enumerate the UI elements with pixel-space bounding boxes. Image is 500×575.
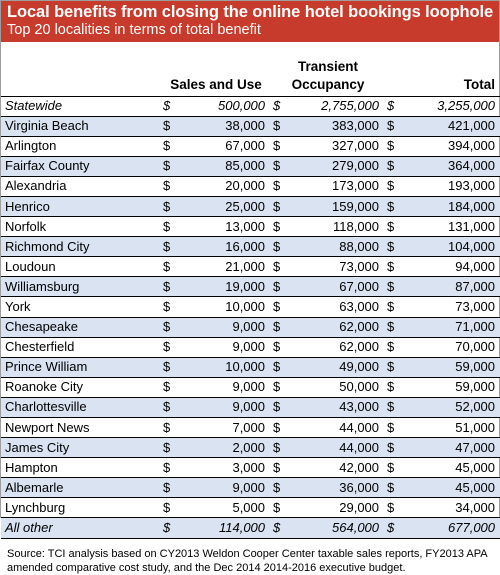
header-locality: [1, 42, 161, 96]
currency-symbol: $: [163, 459, 171, 475]
total-cell: 677,000: [448, 520, 496, 536]
currency-symbol: $: [163, 439, 171, 455]
transient-occupancy-cell: 36,000: [339, 479, 380, 495]
currency-symbol: $: [163, 138, 171, 154]
table-row: [1, 317, 500, 337]
currency-symbol: $: [273, 479, 281, 495]
total-cell: 51,000: [455, 419, 496, 435]
transient-occupancy-cell: 2,755,000: [321, 98, 380, 114]
transient-occupancy-cell: 88,000: [339, 238, 380, 254]
header-transient-line1: Transient: [298, 58, 359, 74]
locality-cell: James City: [5, 439, 70, 455]
currency-symbol: $: [387, 459, 395, 475]
sales-and-use-cell: 3,000: [232, 459, 266, 475]
sales-and-use-cell: 9,000: [232, 319, 266, 335]
currency-symbol: $: [387, 379, 395, 395]
sales-and-use-cell: 114,000: [218, 520, 266, 536]
sales-and-use-cell: 38,000: [225, 118, 266, 134]
currency-symbol: $: [163, 98, 171, 114]
sales-and-use-cell: 9,000: [232, 399, 266, 415]
locality-cell: Newport News: [5, 419, 90, 435]
locality-cell: Williamsburg: [5, 278, 80, 294]
table-row: [1, 257, 500, 277]
header-transient-occupancy: [271, 42, 385, 96]
currency-symbol: $: [273, 178, 281, 194]
currency-symbol: $: [163, 178, 171, 194]
currency-symbol: $: [273, 399, 281, 415]
table-row: [1, 277, 500, 297]
total-cell: 184,000: [448, 198, 496, 214]
transient-occupancy-cell: 327,000: [332, 138, 380, 154]
locality-cell: Fairfax County: [5, 158, 90, 174]
transient-occupancy-cell: 62,000: [339, 339, 380, 355]
table-row: [1, 518, 500, 538]
transient-occupancy-cell: 44,000: [339, 439, 380, 455]
transient-occupancy-cell: 50,000: [339, 379, 380, 395]
page-subtitle: Top 20 localities in terms of total benefit: [7, 22, 261, 38]
currency-symbol: $: [163, 198, 171, 214]
locality-cell: Chesapeake: [5, 319, 78, 335]
locality-cell: York: [5, 298, 31, 314]
locality-cell: Virginia Beach: [5, 118, 89, 134]
currency-symbol: $: [387, 439, 395, 455]
currency-symbol: $: [387, 258, 395, 274]
transient-occupancy-cell: 159,000: [332, 198, 380, 214]
currency-symbol: $: [163, 520, 171, 536]
locality-cell: Charlottesville: [5, 399, 87, 415]
currency-symbol: $: [163, 258, 171, 274]
header-sales-and-use: Sales and Use: [170, 76, 262, 92]
benefits-table: [1, 42, 500, 539]
currency-symbol: $: [387, 298, 395, 314]
table-row: [1, 96, 500, 116]
currency-symbol: $: [273, 98, 281, 114]
page-title: Local benefits from closing the online hotel bookings loophole: [7, 3, 494, 21]
table-row: [1, 176, 500, 196]
transient-occupancy-cell: 42,000: [339, 459, 380, 475]
currency-symbol: $: [387, 319, 395, 335]
sales-and-use-cell: 67,000: [225, 138, 266, 154]
total-cell: 34,000: [455, 499, 496, 515]
sales-and-use-cell: 7,000: [232, 419, 266, 435]
currency-symbol: $: [273, 359, 281, 375]
total-cell: 87,000: [455, 278, 496, 294]
sales-and-use-cell: 9,000: [232, 479, 266, 495]
currency-symbol: $: [273, 118, 281, 134]
locality-cell: Arlington: [5, 138, 57, 154]
table-row: [1, 136, 500, 156]
currency-symbol: $: [273, 419, 281, 435]
currency-symbol: $: [163, 278, 171, 294]
currency-symbol: $: [273, 319, 281, 335]
currency-symbol: $: [387, 178, 395, 194]
sales-and-use-cell: 10,000: [225, 298, 266, 314]
currency-symbol: $: [387, 359, 395, 375]
sales-and-use-cell: 5,000: [232, 499, 266, 515]
currency-symbol: $: [273, 198, 281, 214]
table-row: [1, 357, 500, 377]
table-row: [1, 458, 500, 478]
total-cell: 73,000: [455, 298, 496, 314]
locality-cell: Hampton: [5, 459, 58, 475]
locality-cell: Prince William: [5, 359, 88, 375]
title-banner: [1, 1, 499, 42]
total-cell: 59,000: [455, 359, 496, 375]
transient-occupancy-cell: 279,000: [332, 158, 380, 174]
table-row: [1, 397, 500, 417]
currency-symbol: $: [273, 439, 281, 455]
locality-cell: Chesterfield: [5, 339, 75, 355]
total-cell: 47,000: [455, 439, 496, 455]
currency-symbol: $: [273, 520, 281, 536]
currency-symbol: $: [163, 419, 171, 435]
currency-symbol: $: [273, 278, 281, 294]
table-row: [1, 196, 500, 216]
table-row: [1, 438, 500, 458]
transient-occupancy-cell: 49,000: [339, 359, 380, 375]
locality-cell: Alexandria: [5, 178, 67, 194]
locality-cell: Roanoke City: [5, 379, 84, 395]
total-cell: 394,000: [448, 138, 496, 154]
sales-and-use-cell: 9,000: [232, 339, 266, 355]
currency-symbol: $: [163, 399, 171, 415]
total-cell: 52,000: [455, 399, 496, 415]
currency-symbol: $: [163, 298, 171, 314]
sales-and-use-cell: 85,000: [225, 158, 266, 174]
transient-occupancy-cell: 43,000: [339, 399, 380, 415]
currency-symbol: $: [273, 238, 281, 254]
currency-symbol: $: [273, 258, 281, 274]
currency-symbol: $: [163, 479, 171, 495]
sales-and-use-cell: 9,000: [232, 379, 266, 395]
currency-symbol: $: [387, 138, 395, 154]
locality-cell: Albemarle: [5, 479, 64, 495]
currency-symbol: $: [273, 379, 281, 395]
transient-occupancy-cell: 62,000: [339, 319, 380, 335]
table-body: [1, 96, 500, 538]
sales-and-use-cell: 25,000: [225, 198, 266, 214]
sales-and-use-cell: 21,000: [225, 258, 266, 274]
table-row: [1, 156, 500, 176]
locality-cell: Norfolk: [5, 218, 47, 234]
currency-symbol: $: [387, 499, 395, 515]
currency-symbol: $: [387, 278, 395, 294]
header-total: Total: [463, 76, 496, 92]
currency-symbol: $: [387, 158, 395, 174]
currency-symbol: $: [163, 158, 171, 174]
locality-cell: Richmond City: [5, 238, 90, 254]
locality-cell: All other: [5, 520, 53, 536]
locality-cell: Henrico: [5, 198, 50, 214]
table-row: [1, 116, 500, 136]
source-note: Source: TCI analysis based on CY2013 Weldon Cooper Center taxable sales reports, FY2013 APA amended comparative cost study, and the Dec 2014 2014-2016 executive budget.: [7, 547, 487, 574]
currency-symbol: $: [273, 218, 281, 234]
total-cell: 59,000: [455, 379, 496, 395]
transient-occupancy-cell: 383,000: [332, 118, 380, 134]
sales-and-use-cell: 20,000: [225, 178, 266, 194]
currency-symbol: $: [163, 319, 171, 335]
total-cell: 70,000: [455, 339, 496, 355]
table-row: [1, 498, 500, 518]
transient-occupancy-cell: 118,000: [332, 218, 380, 234]
total-cell: 193,000: [448, 178, 496, 194]
transient-occupancy-cell: 73,000: [339, 258, 380, 274]
currency-symbol: $: [163, 499, 171, 515]
table-row: [1, 377, 500, 397]
sales-and-use-cell: 10,000: [225, 359, 266, 375]
currency-symbol: $: [273, 298, 281, 314]
transient-occupancy-cell: 173,000: [332, 178, 380, 194]
currency-symbol: $: [163, 218, 171, 234]
currency-symbol: $: [387, 479, 395, 495]
total-cell: 45,000: [455, 479, 496, 495]
sales-and-use-cell: 13,000: [225, 218, 266, 234]
total-cell: 3,255,000: [437, 98, 496, 114]
currency-symbol: $: [273, 499, 281, 515]
currency-symbol: $: [387, 198, 395, 214]
locality-cell: Loudoun: [5, 258, 56, 274]
sales-and-use-cell: 16,000: [225, 238, 266, 254]
sales-and-use-cell: 2,000: [232, 439, 266, 455]
currency-symbol: $: [387, 339, 395, 355]
locality-cell: Lynchburg: [5, 499, 66, 515]
currency-symbol: $: [163, 339, 171, 355]
table-header-row: [1, 42, 500, 96]
table-row: [1, 297, 500, 317]
sales-and-use-cell: 500,000: [218, 98, 266, 114]
currency-symbol: $: [387, 98, 395, 114]
currency-symbol: $: [387, 419, 395, 435]
table-row: [1, 217, 500, 237]
total-cell: 94,000: [455, 258, 496, 274]
currency-symbol: $: [387, 238, 395, 254]
currency-symbol: $: [163, 118, 171, 134]
header-transient-line2: Occupancy: [291, 76, 365, 92]
currency-symbol: $: [163, 238, 171, 254]
total-cell: 45,000: [455, 459, 496, 475]
currency-symbol: $: [387, 520, 395, 536]
currency-symbol: $: [273, 158, 281, 174]
total-cell: 131,000: [448, 218, 496, 234]
table-row: [1, 237, 500, 257]
transient-occupancy-cell: 44,000: [339, 419, 380, 435]
locality-cell: Statewide: [5, 98, 63, 114]
total-cell: 421,000: [448, 118, 496, 134]
currency-symbol: $: [163, 359, 171, 375]
transient-occupancy-cell: 29,000: [339, 499, 380, 515]
currency-symbol: $: [387, 218, 395, 234]
currency-symbol: $: [387, 118, 395, 134]
total-cell: 104,000: [448, 238, 496, 254]
currency-symbol: $: [387, 399, 395, 415]
currency-symbol: $: [163, 379, 171, 395]
transient-occupancy-cell: 67,000: [339, 278, 380, 294]
table-row: [1, 337, 500, 357]
sales-and-use-cell: 19,000: [225, 278, 266, 294]
total-cell: 71,000: [455, 319, 496, 335]
currency-symbol: $: [273, 459, 281, 475]
transient-occupancy-cell: 63,000: [339, 298, 380, 314]
table-row: [1, 478, 500, 498]
table-row: [1, 418, 500, 438]
currency-symbol: $: [273, 339, 281, 355]
total-cell: 364,000: [448, 158, 496, 174]
currency-symbol: $: [273, 138, 281, 154]
transient-occupancy-cell: 564,000: [332, 520, 380, 536]
